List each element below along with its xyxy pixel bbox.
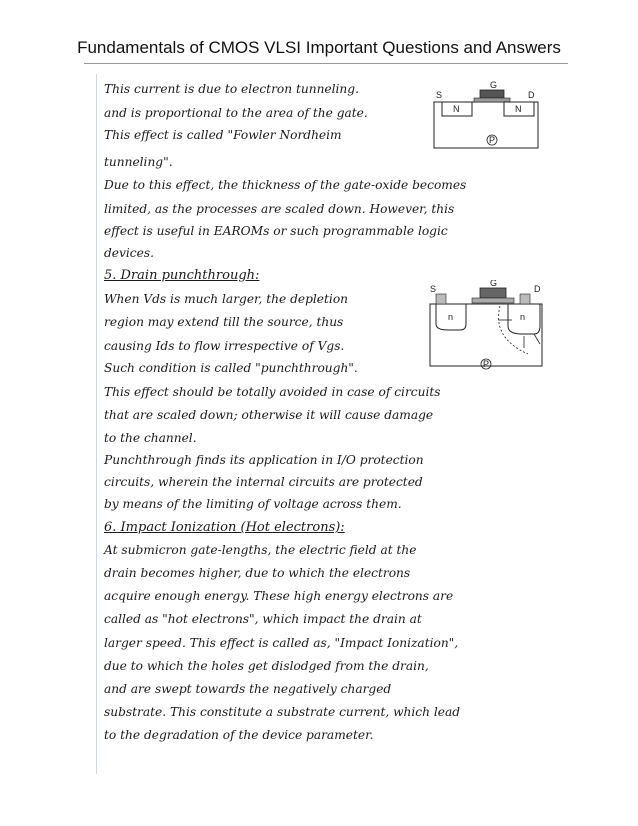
text-line-28: substrate. This constitute a substrate current, which lead [104, 705, 461, 719]
mosfet-cross-section-diagram-1 [432, 80, 542, 155]
diagram1-gate-label: G [490, 80, 498, 90]
text-line-13: Such condition is called "punchthrough". [104, 361, 358, 375]
text-line-2: and is proportional to the area of the gate. [104, 106, 368, 120]
text-line-8: devices. [104, 246, 154, 260]
diagram1-p-substrate-label: P [489, 135, 496, 145]
diagram2-source-label: S [430, 284, 437, 294]
text-line-1: This current is due to electron tunneling. [104, 82, 359, 96]
diagram1-drain-label: D [528, 90, 535, 100]
text-line-5: Due to this effect, the thickness of the gate-oxide becomes [104, 178, 467, 192]
text-line-15: that are scaled down; otherwise it will cause damage [104, 408, 434, 422]
diagram2-n-left-label: n [448, 312, 454, 322]
text-line-24: called as "hot electrons", which impact the drain at [104, 612, 422, 626]
text-line-29: to the degradation of the device parameter. [104, 728, 374, 742]
text-line-26: due to which the holes get dislodged from the drain, [104, 659, 429, 673]
text-line-6: limited, as the processes are scaled down. However, this [104, 202, 455, 216]
text-line-3: This effect is called "Fowler Nordheim [104, 128, 342, 142]
notebook-margin-line [96, 74, 97, 774]
diagram2-drain-label: D [534, 284, 541, 294]
text-line-7: effect is useful in EAROMs or such programmable logic [104, 224, 448, 238]
text-line-4: tunneling". [104, 155, 173, 169]
diagram2-n-right-label: n [520, 312, 526, 322]
text-line-14: This effect should be totally avoided in case of circuits [104, 385, 441, 399]
text-line-11: region may extend till the source, thus [104, 315, 344, 329]
diagram1-source-label: S [436, 90, 443, 100]
text-line-21: At submicron gate-lengths, the electric field at the [104, 543, 417, 557]
text-line-16: to the channel. [104, 431, 197, 445]
text-line-19: by means of the limiting of voltage across them. [104, 497, 402, 511]
section-heading-impact-ionization: 6. Impact Ionization (Hot electrons): [104, 520, 345, 535]
text-line-27: and are swept towards the negatively charged [104, 682, 392, 696]
header-rule [84, 63, 568, 64]
diagram2-gate-label: G [490, 280, 498, 288]
diagram2-p-substrate-label: P [483, 359, 490, 369]
text-line-18: circuits, wherein the internal circuits are protected [104, 475, 423, 489]
text-line-23: acquire enough energy. These high energy electrons are [104, 589, 454, 603]
text-line-22: drain becomes higher, due to which the electrons [104, 566, 411, 580]
text-line-10: When Vds is much larger, the depletion [104, 292, 349, 306]
punchthrough-diagram-2 [428, 280, 546, 375]
diagram1-n-right-label: N [515, 104, 522, 114]
text-line-12: causing Ids to flow irrespective of Vgs. [104, 339, 345, 353]
page-header-title: Fundamentals of CMOS VLSI Important Questions and Answers [77, 38, 561, 57]
text-line-25: larger speed. This effect is called as, "Impact Ionization", [104, 636, 459, 650]
text-line-17: Punchthrough finds its application in I/O protection [104, 453, 424, 467]
section-heading-drain-punchthrough: 5. Drain punchthrough: [104, 268, 260, 283]
diagram1-n-left-label: N [453, 104, 460, 114]
